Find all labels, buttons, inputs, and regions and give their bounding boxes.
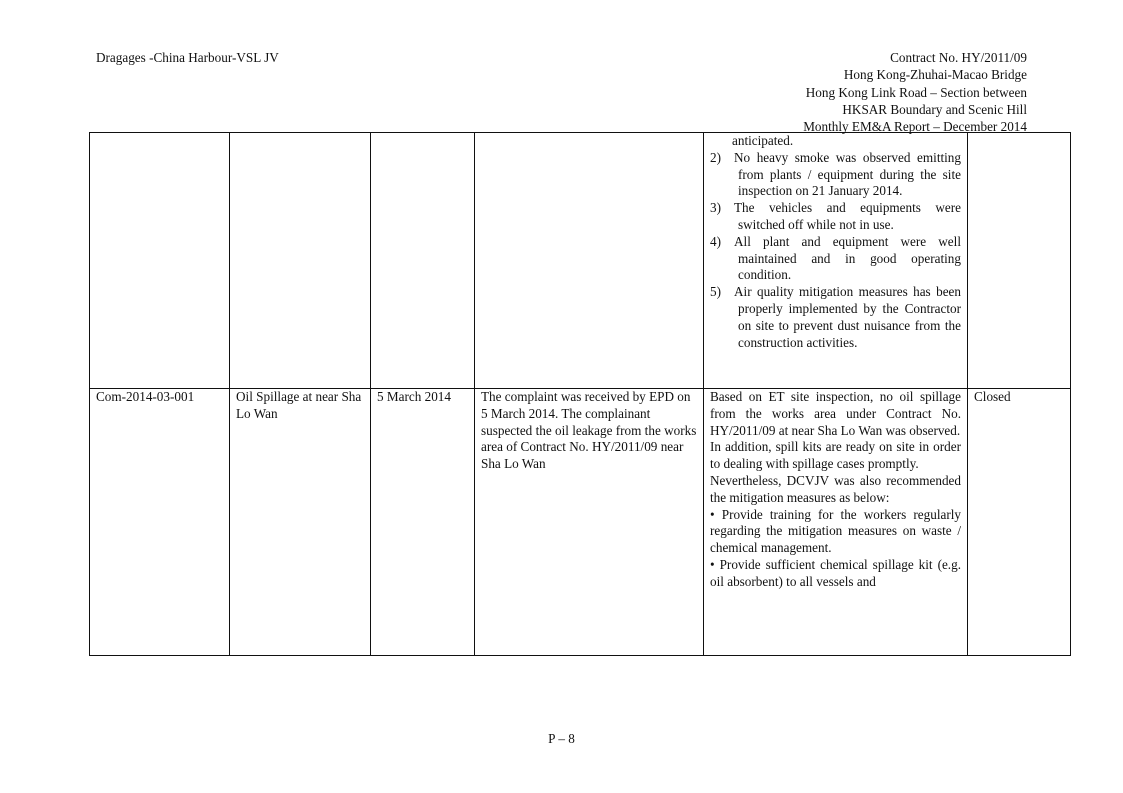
findings-list [710, 150, 961, 352]
findings-cell [704, 133, 968, 389]
header-line: Hong Kong-Zhuhai-Macao Bridge [843, 67, 1027, 83]
table-cell [90, 133, 230, 389]
header-contract-info [803, 49, 1027, 135]
finding-paragraph: In addition, spill kits are ready on site in order to dealing with spillage cases promptly. [710, 439, 961, 472]
complaint-table [89, 132, 1071, 656]
table-row [90, 133, 1071, 389]
complaint-subject: Oil Spillage at near Sha Lo Wan [230, 389, 371, 656]
page-number: P – 8 [548, 731, 575, 746]
header-contractor: Dragages -China Harbour-VSL JV [96, 50, 279, 65]
table-cell [968, 133, 1071, 389]
list-item: 3) The vehicles and equipments were switched off while not in use. [710, 200, 961, 232]
complaint-description: The complaint was received by EPD on 5 March 2014. The complainant suspected the oil leakage from the works area of Contract No. HY/2011/09 near Sha Lo Wan [475, 389, 704, 656]
table-row [90, 389, 1071, 656]
complaint-status: Closed [968, 389, 1071, 656]
list-item: 4) All plant and equipment were well maintained and in good operating condition. [710, 233, 961, 283]
finding-paragraph: Nevertheless, DCVJV was also recommended the mitigation measures as below: [710, 472, 961, 505]
header-line: HKSAR Boundary and Scenic Hill [842, 101, 1027, 117]
table-cell [230, 133, 371, 389]
header-line: Monthly EM&A Report – December 2014 [803, 119, 1027, 135]
finding-paragraph: • Provide training for the workers regularly regarding the mitigation measures on waste / chemical management. [710, 506, 961, 556]
findings-lead: anticipated. [732, 133, 794, 148]
finding-paragraph: • Provide sufficient chemical spillage kit (e.g. oil absorbent) to all vessels and [710, 556, 961, 589]
header-line: Contract No. HY/2011/09 [890, 50, 1027, 65]
complaint-date: 5 March 2014 [371, 389, 475, 656]
list-item: 2) No heavy smoke was observed emitting from plants / equipment during the site inspection on 21 January 2014. [710, 149, 961, 199]
list-item: 5) Air quality mitigation measures has been properly implemented by the Contractor on site to prevent dust nuisance from the construction activities. [710, 284, 961, 350]
finding-paragraph: Based on ET site inspection, no oil spillage from the works area under Contract No. HY/2011/09 at near Sha Lo Wan was observed. [710, 389, 961, 438]
complaint-findings [704, 389, 968, 656]
complaint-id: Com-2014-03-001 [90, 389, 230, 656]
table-cell [475, 133, 704, 389]
table-cell [371, 133, 475, 389]
header-line: Hong Kong Link Road – Section between [805, 84, 1027, 100]
